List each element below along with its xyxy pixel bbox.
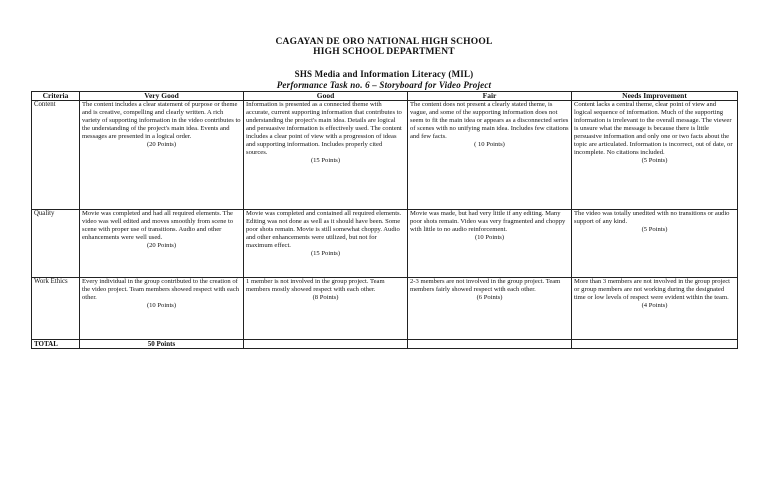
table-row-quality <box>32 210 738 278</box>
cell-points: (4 Points) <box>641 302 668 310</box>
cell-description: Movie was made, but had very little if any editing. Many poor shots remain. Video was very fragmented and choppy with little to no audio reinforcement. <box>410 210 566 234</box>
rubric-cell <box>408 210 572 278</box>
rubric-cell <box>80 101 244 210</box>
rubric-cell <box>572 210 738 278</box>
cell-points: (10 Points) <box>474 234 505 242</box>
school-name: CAGAYAN DE ORO NATIONAL HIGH SCHOOL <box>275 37 493 47</box>
rubric-cell <box>572 278 738 340</box>
empty-cell <box>572 340 738 349</box>
rubric-cell <box>244 101 408 210</box>
cell-description: The content does not present a clearly stated theme, is vague, and some of the supporting information does not seem to fit the main idea or appears as a disconnected series of scenes with no unifying main idea. Includes few citations and few facts. <box>410 101 569 141</box>
criteria-label: Work Ethics <box>32 278 80 340</box>
cell-description: Movie was completed and contained all required elements. Editing was not done as well as it should have been. Some poor shots remain. Movie is still somewhat choppy. Audio and other enhancements were utilized, but not for maximum effect. <box>246 210 402 250</box>
rubric-cell <box>408 278 572 340</box>
column-header-needs-improvement: Needs Improvement <box>572 92 738 101</box>
header-row <box>32 92 738 101</box>
cell-points: (6 Points) <box>476 294 503 302</box>
rubric-cell <box>244 278 408 340</box>
cell-points: (10 Points) <box>146 302 177 310</box>
total-points: 50 Points <box>80 340 244 349</box>
column-header-fair: Fair <box>408 92 572 101</box>
criteria-label: Quality <box>32 210 80 278</box>
cell-description: Content lacks a central theme, clear point of view and logical sequence of information. Much of the supporting information is irrelevant to the overall message. The viewer is unsure what the message is because there is little persuasive information and only one or two facts about the topic are articulated. Information is incorrect, out of date, or incomplete. No citations included. <box>574 101 733 157</box>
cell-description: The content includes a clear statement of purpose or theme and is creative, compelling and clearly written. A rich variety of supporting information in the video contributes to the understanding of the project's main idea. Events and messages are presented in a logical order. <box>82 101 241 141</box>
empty-cell <box>244 340 408 349</box>
rubric-cell <box>244 210 408 278</box>
cell-points: (5 Points) <box>641 157 668 165</box>
total-label: TOTAL <box>32 340 80 349</box>
cell-points: (20 Points) <box>146 141 177 149</box>
column-header-good: Good <box>244 92 408 101</box>
rubric-cell <box>572 101 738 210</box>
cell-points: (15 Points) <box>310 157 341 165</box>
rubric-table <box>31 91 738 349</box>
cell-points: (15 Points) <box>310 250 341 258</box>
cell-points: (5 Points) <box>641 226 668 234</box>
rubric-cell <box>80 278 244 340</box>
cell-description: 1 member is not involved in the group project. Team members mostly showed respect with each other. <box>246 278 385 294</box>
cell-description: Information is presented as a connected theme with accurate, current supporting information that contributes to understanding the project's main idea. Details are logical and persuasive information is effectively used. The content includes a clear point of view with a progression of ideas and supporting information. Includes properly cited sources. <box>246 101 402 157</box>
cell-description: 2-3 members are not involved in the group project. Team members fairly showed respect with each other. <box>410 278 561 294</box>
course-title: SHS Media and Information Literacy (MIL) <box>294 69 474 79</box>
rubric-cell <box>80 210 244 278</box>
cell-description: Every individual in the group contributed to the creation of the video project. Team members showed respect with each other. <box>82 278 240 302</box>
cell-points: (20 Points) <box>146 242 177 250</box>
cell-description: More than 3 members are not involved in the group project or group members are not working during the designated time or low levels of respect were evident within the team. <box>574 278 731 302</box>
cell-points: ( 10 Points) <box>474 141 505 149</box>
cell-points: (8 Points) <box>312 294 339 302</box>
empty-cell <box>408 340 572 349</box>
rubric-cell <box>408 101 572 210</box>
department-name: HIGH SCHOOL DEPARTMENT <box>313 47 455 57</box>
table-row-work-ethics <box>32 278 738 340</box>
task-title: Performance Task no. 6 – Storyboard for Video Project <box>276 80 492 90</box>
column-header-very-good: Very Good <box>80 92 244 101</box>
cell-description: Movie was completed and had all required elements. The video was well edited and moves smoothly from scene to scene with proper use of transitions. Audio and other enhancements were well used. <box>82 210 234 242</box>
criteria-label: Content <box>32 101 80 210</box>
cell-description: The video was totally unedited with no transitions or audio support of any kind. <box>574 210 730 226</box>
column-header-criteria: Criteria <box>32 92 80 101</box>
table-row-content <box>32 101 738 210</box>
table-row-total <box>32 340 738 349</box>
